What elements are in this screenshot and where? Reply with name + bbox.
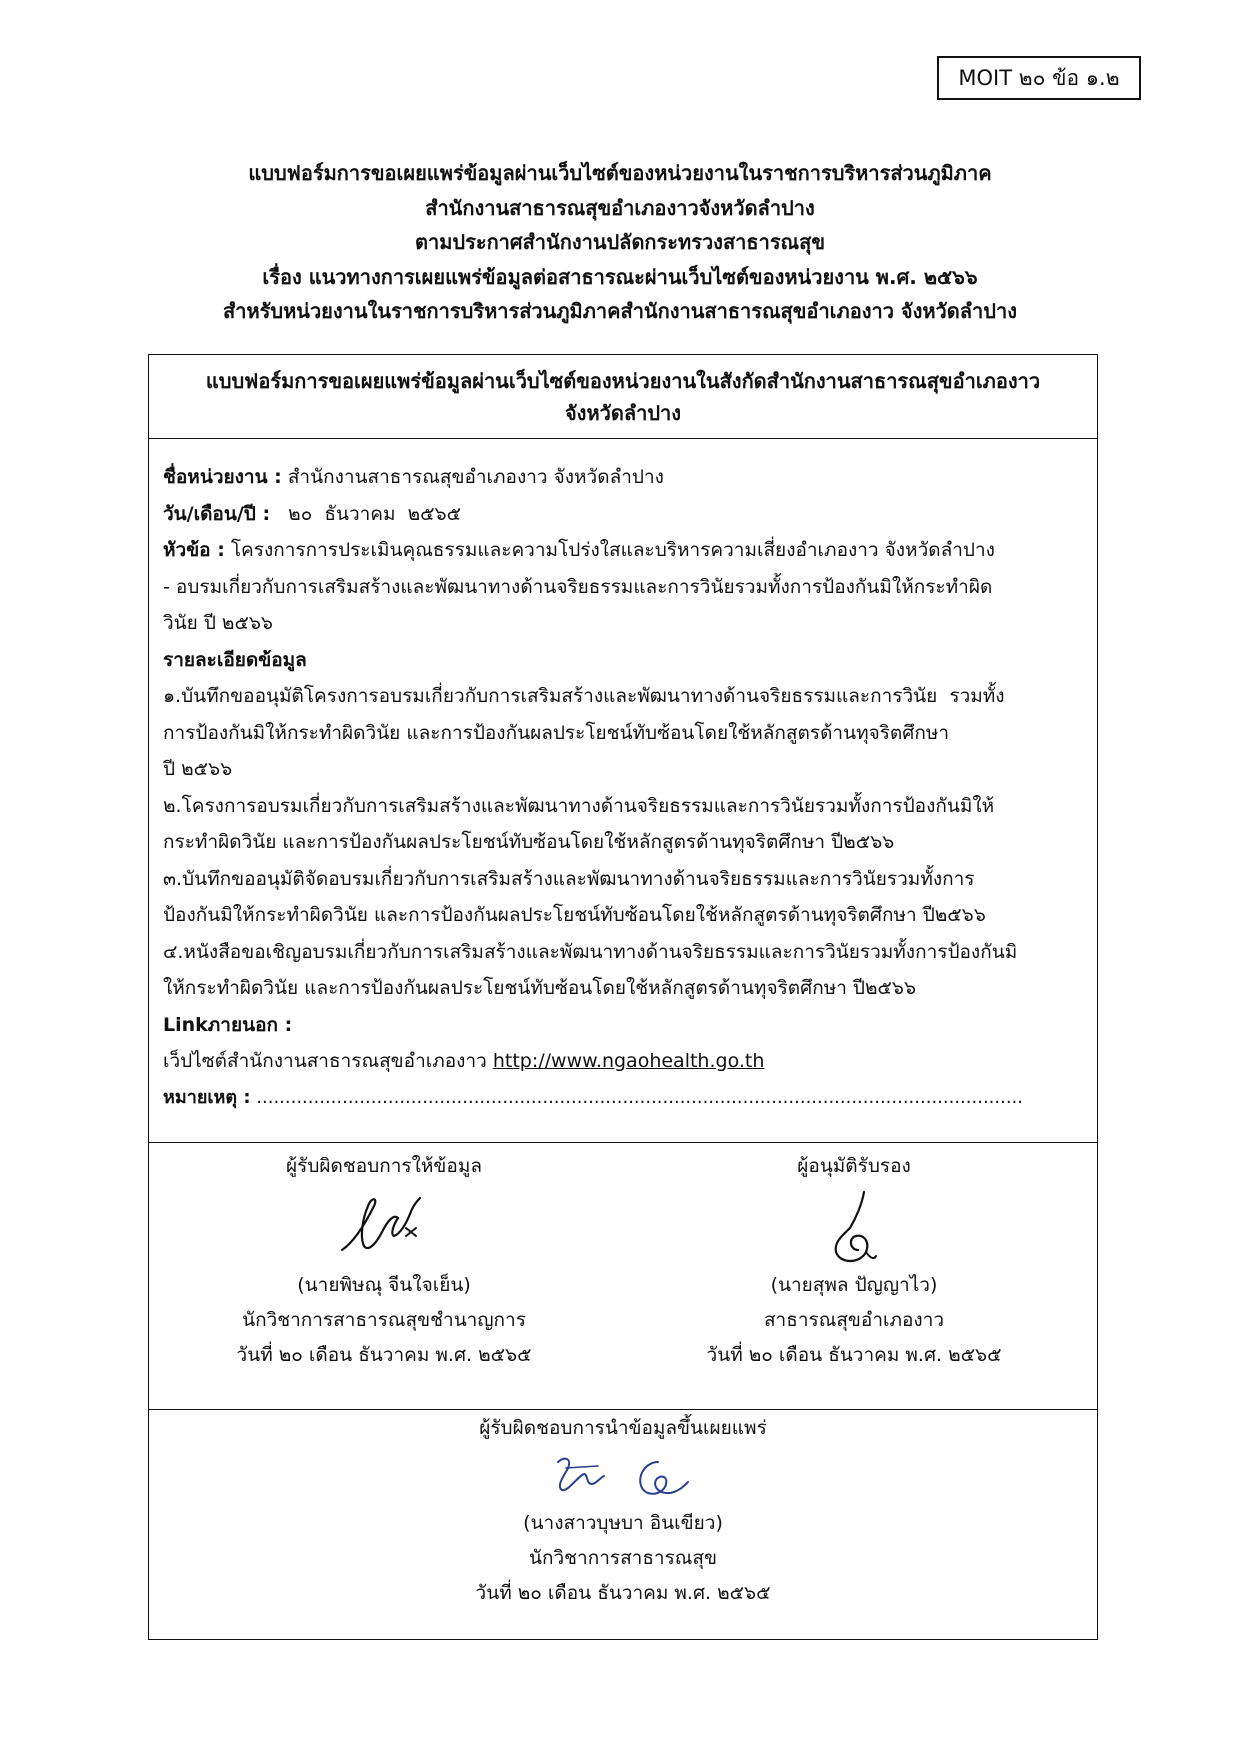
approver-date: วันที่ ๒๐ เดือน ธันวาคม พ.ศ. ๒๕๖๕ xyxy=(706,1344,1002,1366)
publisher-date: วันที่ ๒๐ เดือน ธันวาคม พ.ศ. ๒๕๖๕ xyxy=(475,1582,771,1604)
responsible-position: นักวิชาการสาธารณสุขชำนาญการ xyxy=(242,1309,526,1331)
note-label: หมายเหตุ : xyxy=(163,1086,251,1108)
detail-line: ให้กระทำผิดวินัย และการป้องกันผลประโยชน์ทับซ้อนโดยใช้หลักสูตรด้านทุจริตศึกษา ปี๒๕๖๖ xyxy=(163,977,917,999)
document-header xyxy=(150,156,1090,329)
approver-signature xyxy=(794,1184,914,1268)
form-title xyxy=(149,355,1097,439)
signature-area xyxy=(149,1143,1097,1410)
reference-code: MOIT ๒๐ ข้อ ๑.๒ xyxy=(958,66,1120,90)
header-line-4: เรื่อง แนวทางการเผยแพร่ข้อมูลต่อสาธารณะผ่านเว็บไซต์ของหน่วยงาน พ.ศ. ๒๕๖๖ xyxy=(262,264,978,289)
note-dots: ...................................................................................................................................... xyxy=(250,1086,1023,1108)
note-row xyxy=(163,1080,1083,1117)
approver-role: ผู้อนุมัติรับรอง xyxy=(797,1155,911,1177)
detail-line: ปี ๒๕๖๖ xyxy=(163,758,233,780)
responsible-role: ผู้รับผิดชอบการให้ข้อมูล xyxy=(286,1155,482,1177)
date-row xyxy=(163,496,1083,533)
publisher-position: นักวิชาการสาธารณสุข xyxy=(528,1547,718,1569)
header-line-5: สำหรับหน่วยงานในราชการบริหารส่วนภูมิภาคสำนักงานสาธารณสุขอำเภองาว จังหวัดลำปาง xyxy=(223,299,1017,323)
topic-label: หัวข้อ : xyxy=(163,539,225,561)
form-frame xyxy=(148,354,1098,1640)
form-title-line-2: จังหวัดลำปาง xyxy=(564,401,682,425)
publisher-signature-block xyxy=(149,1409,1097,1639)
publisher-signature xyxy=(538,1446,708,1506)
unit-value: สำนักงานสาธารณสุขอำเภองาว จังหวัดลำปาง xyxy=(281,466,664,488)
header-line-1: แบบฟอร์มการขอเผยแพร่ข้อมูลผ่านเว็บไซต์ของหน่วยงานในราชการบริหารส่วนภูมิภาค xyxy=(248,161,992,185)
reference-code-box xyxy=(937,56,1141,100)
topic-sub-line-2: วินัย ปี ๒๕๖๖ xyxy=(163,612,273,634)
responsible-date: วันที่ ๒๐ เดือน ธันวาคม พ.ศ. ๒๕๖๕ xyxy=(236,1344,532,1366)
external-link-row xyxy=(163,1043,1083,1080)
detail-line: ๔.หนังสือขอเชิญอบรมเกี่ยวกับการเสริมสร้างและพัฒนาทางด้านจริยธรรมและการวินัยรวมทั้งการป้องกันมิ xyxy=(163,940,1018,963)
topic-value: โครงการการประเมินคุณธรรมและความโปร่งใสและบริหารความเสี่ยงอำเภองาว จังหวัดลำปาง xyxy=(224,539,995,561)
date-value: ๒๐ ธันวาคม ๒๕๖๕ xyxy=(270,502,461,525)
detail-line: ๒.โครงการอบรมเกี่ยวกับการเสริมสร้างและพัฒนาทางด้านจริยธรรมและการวินัยรวมทั้งการป้องกันมิให้ xyxy=(163,794,995,817)
external-link[interactable]: http://www.ngaohealth.go.th xyxy=(492,1050,765,1072)
detail-line: การป้องกันมิให้กระทำผิดวินัย และการป้องกันผลประโยชน์ทับซ้อนโดยใช้หลักสูตรด้านทุจริตศึกษา xyxy=(163,721,950,744)
approver-position: สาธารณสุขอำเภองาว xyxy=(763,1309,945,1331)
unit-row xyxy=(163,459,1083,496)
external-link-label: Linkภายนอก : xyxy=(163,1013,293,1036)
topic-row xyxy=(163,532,1083,569)
form-details xyxy=(149,439,1097,1143)
unit-label: ชื่อหน่วยงาน : xyxy=(163,466,282,488)
responsible-name: (นายพิษณุ จีนใจเย็น) xyxy=(297,1274,471,1296)
detail-line: กระทำผิดวินัย และการป้องกันผลประโยชน์ทับซ้อนโดยใช้หลักสูตรด้านทุจริตศึกษา ปี๒๕๖๖ xyxy=(163,831,895,853)
publisher-name: (นางสาวบุษบา อินเขียว) xyxy=(523,1512,723,1534)
external-link-prefix: เว็ปไซต์สำนักงานสาธารณสุขอำเภองาว xyxy=(163,1050,493,1072)
detail-line: ๓.บันทึกขออนุมัติจัดอบรมเกี่ยวกับการเสริมสร้างและพัฒนาทางด้านจริยธรรมและการวินัยรวมทั้งการ xyxy=(163,867,975,890)
responsible-signature xyxy=(324,1184,444,1268)
detail-line: ๑.บันทึกขออนุมัติโครงการอบรมเกี่ยวกับการเสริมสร้างและพัฒนาทางด้านจริยธรรมและการวินัย รวมทั้ง xyxy=(163,685,1005,707)
details-label: รายละเอียดข้อมูล xyxy=(163,648,307,671)
header-line-3: ตามประกาศสำนักงานปลัดกระทรวงสาธารณสุข xyxy=(414,230,825,254)
topic-sub-line-1: - อบรมเกี่ยวกับการเสริมสร้างและพัฒนาทางด้านจริยธรรมและการวินัยรวมทั้งการป้องกันมิให้กระทำผิด xyxy=(163,575,993,598)
header-line-2: สำนักงานสาธารณสุขอำเภองาวจังหวัดลำปาง xyxy=(425,195,815,220)
form-title-line-1: แบบฟอร์มการขอเผยแพร่ข้อมูลผ่านเว็บไซต์ของหน่วยงานในสังกัดสำนักงานสาธารณสุขอำเภองาว xyxy=(205,369,1041,393)
detail-line: ป้องกันมิให้กระทำผิดวินัย และการป้องกันผลประโยชน์ทับซ้อนโดยใช้หลักสูตรด้านทุจริตศึกษา ปี๒๕๖๖ xyxy=(163,904,986,926)
date-label: วัน/เดือน/ปี : xyxy=(163,502,271,525)
approver-signature-block xyxy=(619,1143,1089,1373)
approver-name: (นายสุพล ปัญญาไว) xyxy=(770,1274,938,1296)
publisher-role: ผู้รับผิดชอบการนำข้อมูลขึ้นเผยแพร่ xyxy=(479,1417,767,1439)
responsible-signature-block xyxy=(149,1143,619,1373)
